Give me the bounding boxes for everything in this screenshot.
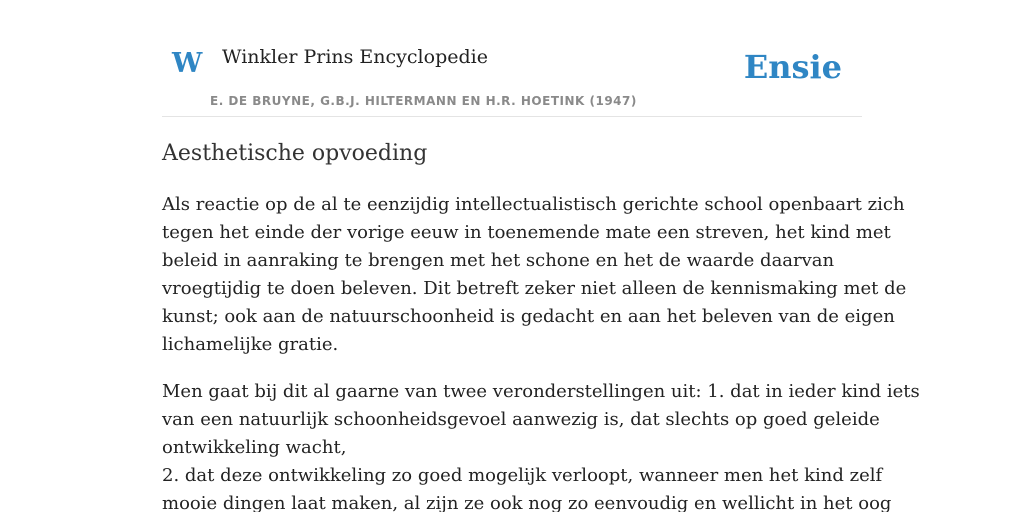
paragraph-line: beleid in aanraking te brengen met het schone en het de waarde daarvan xyxy=(162,249,835,271)
publication-title[interactable]: Winkler Prins Encyclopedie xyxy=(222,46,488,68)
paragraph-line: Als reactie op de al te eenzijdig intellectualistisch gerichte school openbaart zich xyxy=(162,193,905,215)
publication-logo[interactable]: W xyxy=(172,48,203,79)
paragraph-line: vroegtijdig te doen beleven. Dit betreft zeker niet alleen de kennismaking met de xyxy=(162,277,907,299)
paragraph-line: van een natuurlijk schoonheidsgevoel aanwezig is, dat slechts op goed geleide xyxy=(162,408,880,430)
paragraph-line: Men gaat bij dit al gaarne van twee veronderstellingen uit: 1. dat in ieder kind iets xyxy=(162,380,920,402)
article-paragraph xyxy=(162,378,920,512)
article-paragraph xyxy=(162,191,907,359)
paragraph-line: lichamelijke gratie. xyxy=(162,333,339,355)
paragraph-line: mooie dingen laat maken, al zijn ze ook nog zo eenvoudig en wellicht in het oog xyxy=(162,492,892,512)
paragraph-line: tegen het einde der vorige eeuw in toenemende mate een streven, het kind met xyxy=(162,221,891,243)
ensie-logo[interactable]: Ensie xyxy=(743,48,842,86)
article-content xyxy=(162,140,920,512)
paragraph-line: 2. dat deze ontwikkeling zo goed mogelijk verloopt, wanneer men het kind zelf xyxy=(162,464,883,486)
publication-authors: E. DE BRUYNE, G.B.J. HILTERMANN EN H.R. HOETINK (1947) xyxy=(210,94,637,108)
paragraph-line: ontwikkeling wacht, xyxy=(162,436,347,458)
paragraph-line: kunst; ook aan de natuurschoonheid is gedacht en aan het beleven van de eigen xyxy=(162,305,895,327)
article-title: Aesthetische opvoeding xyxy=(162,141,428,166)
site-header xyxy=(162,0,862,117)
